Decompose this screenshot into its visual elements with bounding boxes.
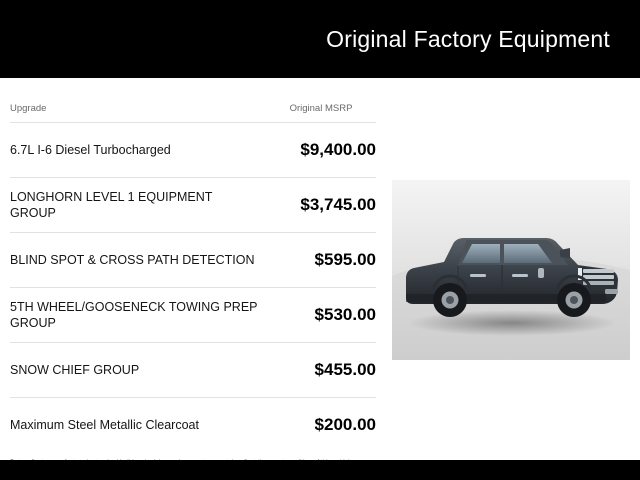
row-label: BLIND SPOT & CROSS PATH DETECTION: [10, 253, 255, 267]
row-label: Maximum Steel Metallic Clearcoat: [10, 418, 199, 432]
equipment-table: [0, 78, 392, 476]
table-row: [10, 287, 376, 342]
row-price: $3,745.00: [300, 195, 376, 214]
row-price: $530.00: [314, 305, 376, 324]
row-price: $595.00: [314, 250, 376, 269]
table-row: [10, 232, 376, 287]
page-title: Original Factory Equipment: [326, 25, 610, 52]
row-price: $455.00: [314, 360, 376, 379]
table-header-row: [10, 78, 376, 122]
row-label: 5TH WHEEL/GOOSENECK TOWING PREP GROUP: [10, 300, 258, 330]
row-label: LONGHORN LEVEL 1 EQUIPMENT GROUP: [10, 190, 213, 220]
column-header-upgrade: Upgrade: [10, 103, 47, 114]
row-label: SNOW CHIEF GROUP: [10, 363, 140, 377]
footer-bar: [0, 460, 640, 480]
page-header: [0, 0, 640, 78]
vehicle-photo: [392, 180, 630, 360]
row-price: $200.00: [314, 415, 376, 434]
column-header-msrp: Original MSRP: [289, 103, 353, 114]
table-row: [10, 177, 376, 232]
table-row: [10, 342, 376, 397]
content-panel: [0, 78, 640, 460]
row-label: 6.7L I-6 Diesel Turbocharged: [10, 143, 171, 157]
table-row: [10, 397, 376, 452]
row-price: $9,400.00: [300, 140, 376, 159]
table-row: [10, 122, 376, 177]
